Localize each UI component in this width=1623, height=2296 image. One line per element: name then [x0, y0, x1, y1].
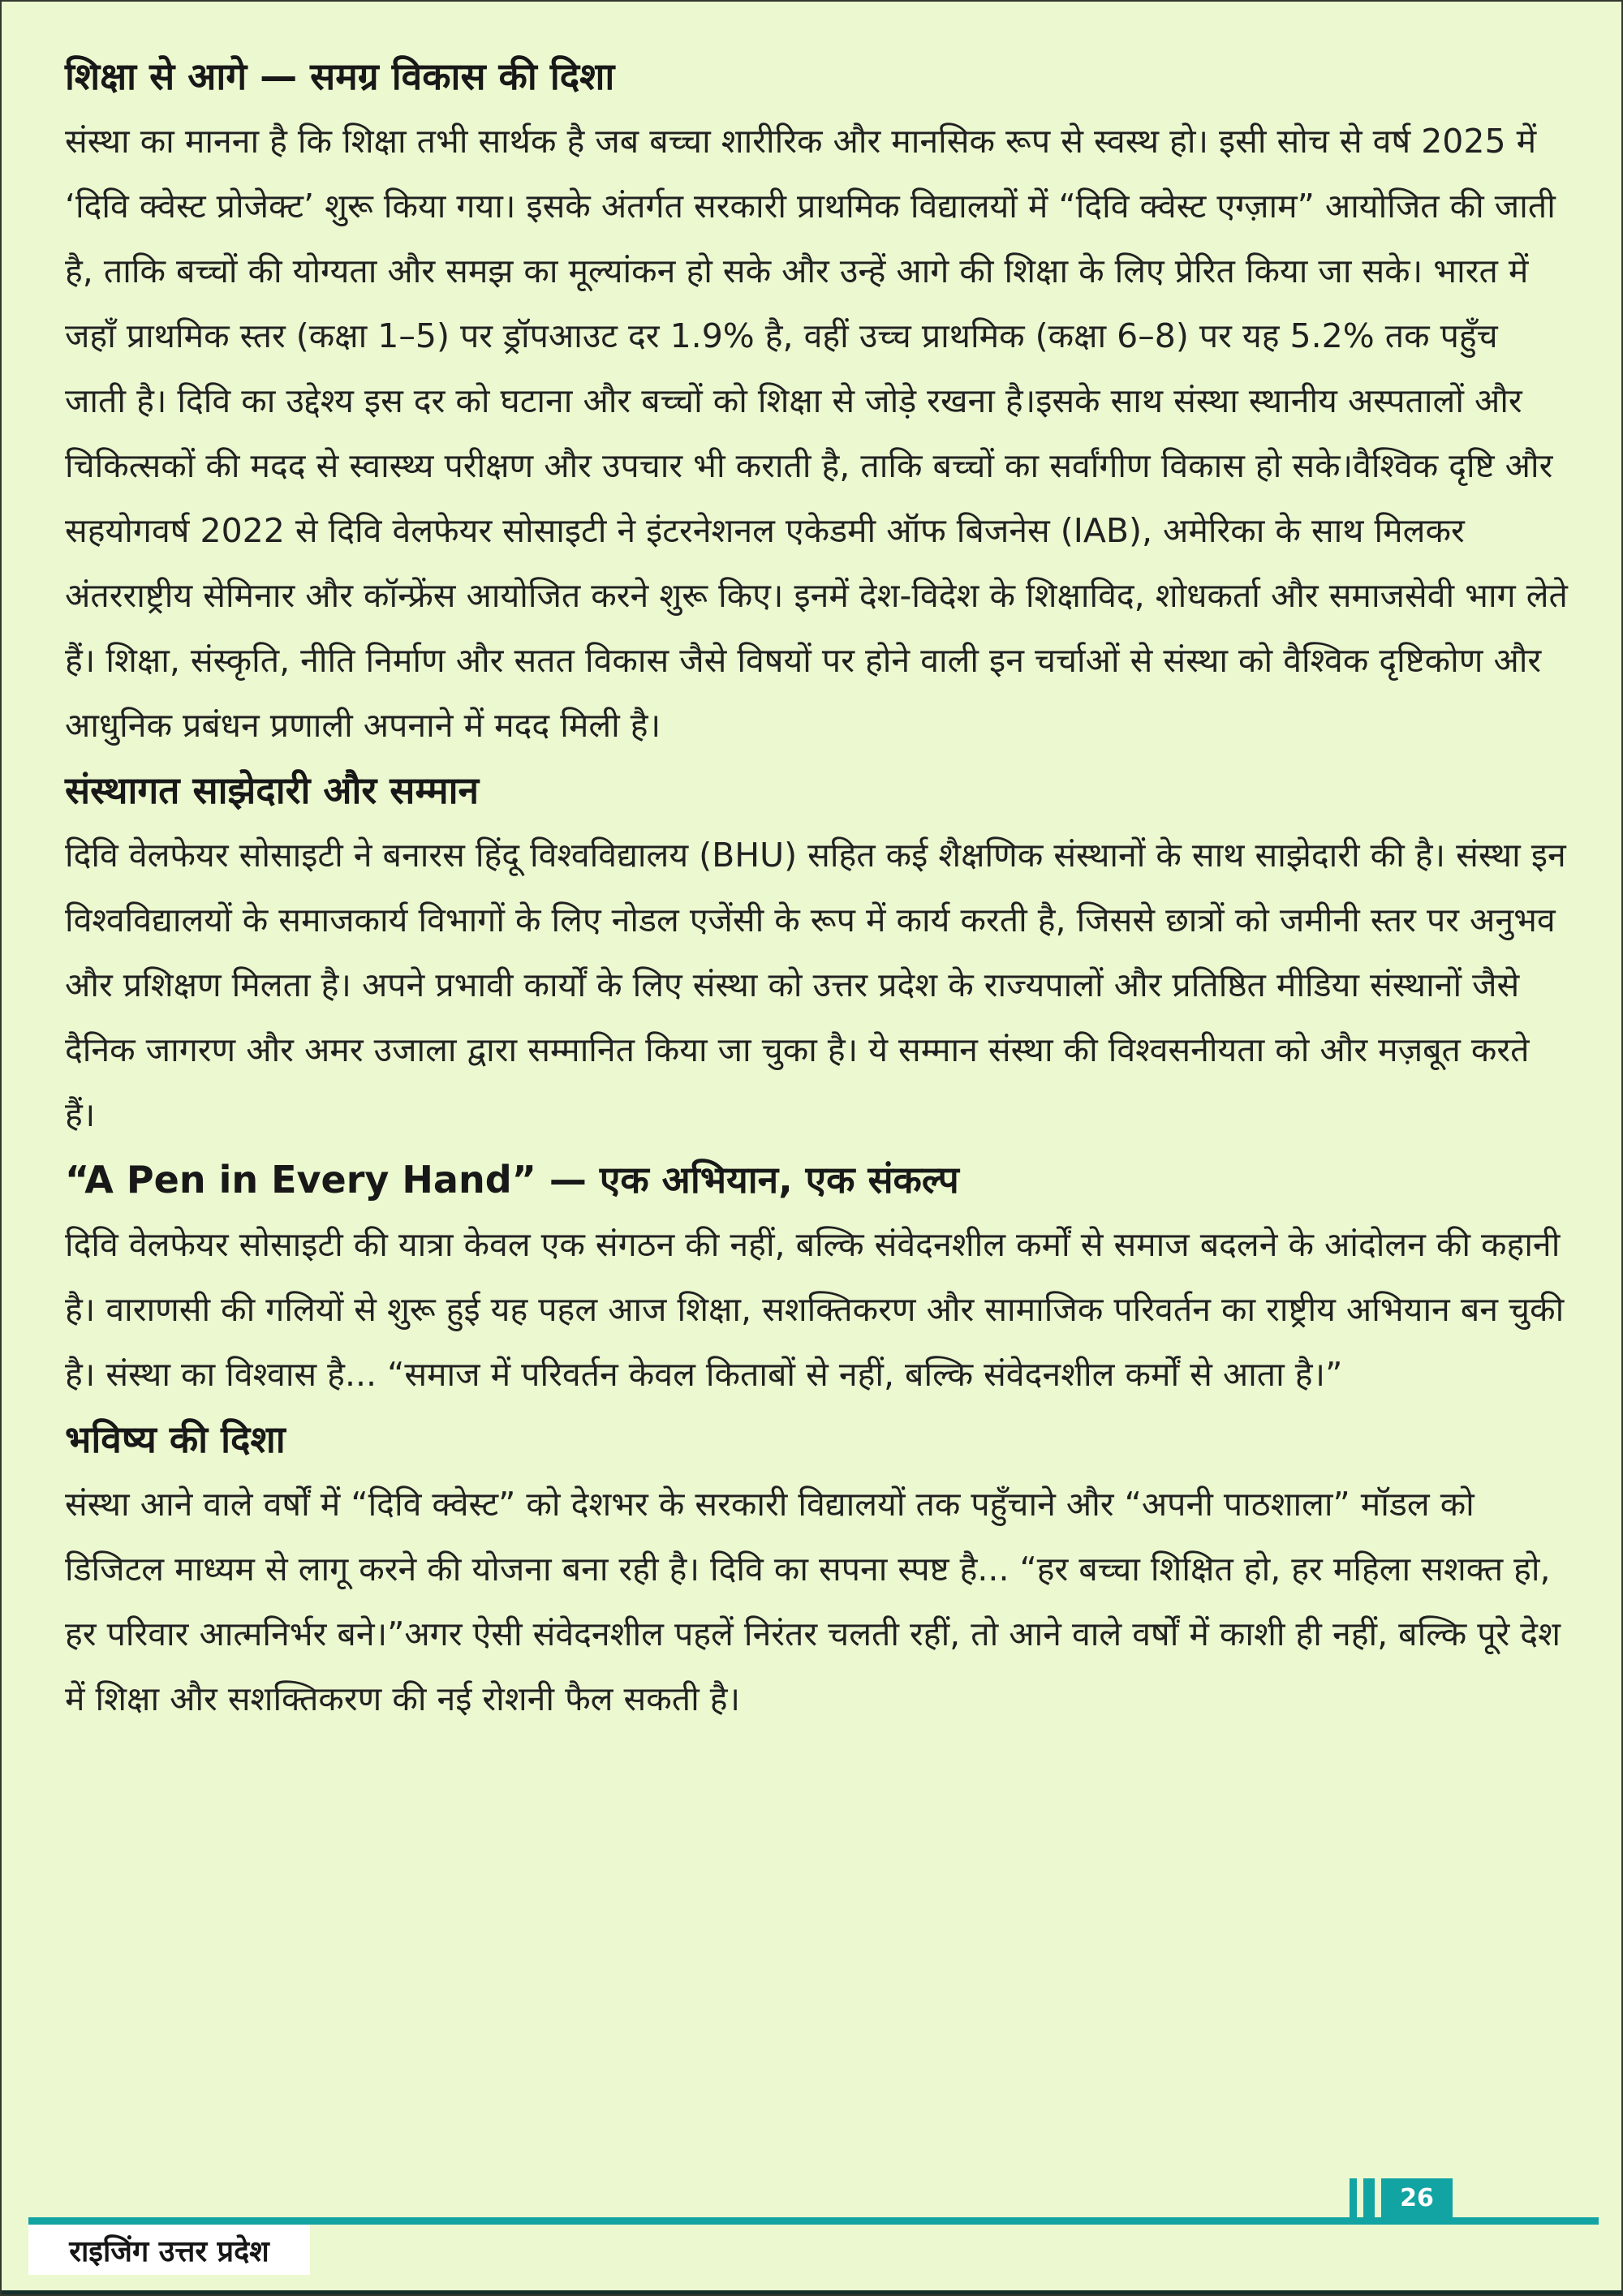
section-heading: संस्थागत साझेदारी और सम्मान: [65, 768, 480, 812]
section-paragraph: दिवि वेलफेयर सोसाइटी ने बनारस हिंदू विश्वविद्यालय (BHU) सहित कई शैक्षणिक संस्थानों के साथ साझेदारी की है। संस्था इन विश्वविद्यालयों के समाजकार्य विभागों के लिए नोडल एजेंसी के रूप में कार्य करती है, जिससे छात्रों को जमीनी स्तर पर अनुभव और प्रशिक्षण मिलता है। अपने प्रभावी कार्यों के लिए संस्था को उत्तर प्रदेश के राज्यपालों और प्रतिष्ठित मीडिया संस्थानों जैसे दैनिक जागरण और अमर उजाला द्वारा सम्मानित किया जा चुका है। ये सम्मान संस्था की विश्वसनीयता को और मज़बूत करते हैं।: [65, 836, 1566, 1134]
section-heading: “A Pen in Every Hand” — एक अभियान, एक संकल्प: [65, 1158, 959, 1202]
brand-box: [28, 2225, 310, 2275]
section-paragraph: संस्था आने वाले वर्षों में “दिवि क्वेस्ट” को देशभर के सरकारी विद्यालयों तक पहुँचाने और “अपनी पाठशाला” मॉडल को डिजिटल माध्यम से लागू करने की योजना बना रही है। दिवि का सपना स्पष्ट है... “हर बच्चा शिक्षित हो, हर महिला सशक्त हो, हर परिवार आत्मनिर्भर बने।”अगर ऐसी संवेदनशील पहलें निरंतर चलती रहीं, तो आने वाले वर्षों में काशी ही नहीं, बल्कि पूरे देश में शिक्षा और सशक्तिकरण की नई रोशनी फैल सकती है।: [65, 1485, 1561, 1718]
page-number-badge: [1381, 2178, 1453, 2217]
section-heading: भविष्य की दिशा: [65, 1417, 286, 1461]
section-education-beyond: [65, 44, 1568, 758]
footer-rule: [28, 2217, 1599, 2225]
brand-name: राइजिंग उत्तर प्रदेश: [69, 2234, 269, 2268]
section-partnerships: [65, 758, 1568, 1147]
section-paragraph: दिवि वेलफेयर सोसाइटी की यात्रा केवल एक संगठन की नहीं, बल्कि संवेदनशील कर्मों से समाज बदलने के आंदोलन की कहानी है। वाराणसी की गलियों से शुरू हुई यह पहल आज शिक्षा, सशक्तिकरण और सामाजिक परिवर्तन का राष्ट्रीय अभियान बन चुकी है। संस्था का विश्वास है... “समाज में परिवर्तन केवल किताबों से नहीं, बल्कि संवेदनशील कर्मों से आता है।”: [65, 1225, 1565, 1394]
page-number: 26: [1400, 2183, 1434, 2212]
section-pen-in-every-hand: [65, 1147, 1568, 1407]
section-heading: शिक्षा से आगे — समग्र विकास की दिशा: [65, 54, 615, 98]
bottom-strip: [2, 2290, 1621, 2294]
page-number-accent-bar: [1363, 2178, 1375, 2217]
section-future-direction: [65, 1407, 1568, 1731]
page-number-accent-bar: [1350, 2178, 1357, 2217]
article-body: [65, 44, 1568, 1731]
section-paragraph: संस्था का मानना है कि शिक्षा तभी सार्थक है जब बच्चा शारीरिक और मानसिक रूप से स्वस्थ हो। इसी सोच से वर्ष 2025 में ‘दिवि क्वेस्ट प्रोजेक्ट’ शुरू किया गया। इसके अंतर्गत सरकारी प्राथमिक विद्यालयों में “दिवि क्वेस्ट एग्ज़ाम” आयोजित की जाती है, ताकि बच्चों की योग्यता और समझ का मूल्यांकन हो सके और उन्हें आगे की शिक्षा के लिए प्रेरित किया जा सके। भारत में जहाँ प्राथमिक स्तर (कक्षा 1–5) पर ड्रॉपआउट दर 1.9% है, वहीं उच्च प्राथमिक (कक्षा 6–8) पर यह 5.2% तक पहुँच जाती है। दिवि का उद्देश्य इस दर को घटाना और बच्चों को शिक्षा से जोड़े रखना है।इसके साथ संस्था स्थानीय अस्पतालों और चिकित्सकों की मदद से स्वास्थ्य परीक्षण और उपचार भी कराती है, ताकि बच्चों का सर्वांगीण विकास हो सके।वैश्विक दृष्टि और सहयोगवर्ष 2022 से दिवि वेलफेयर सोसाइटी ने इंटरनेशनल एकेडमी ऑफ बिजनेस (IAB), अमेरिका के साथ मिलकर अंतरराष्ट्रीय सेमिनार और कॉन्फ्रेंस आयोजित करने शुरू किए। इनमें देश-विदेश के शिक्षाविद, शोधकर्ता और समाजसेवी भाग लेते हैं। शिक्षा, संस्कृति, नीति निर्माण और सतत विकास जैसे विषयों पर होने वाली इन चर्चाओं से संस्था को वैश्विक दृष्टिकोण और आधुनिक प्रबंधन प्रणाली अपनाने में मदद मिली है।: [65, 122, 1568, 745]
